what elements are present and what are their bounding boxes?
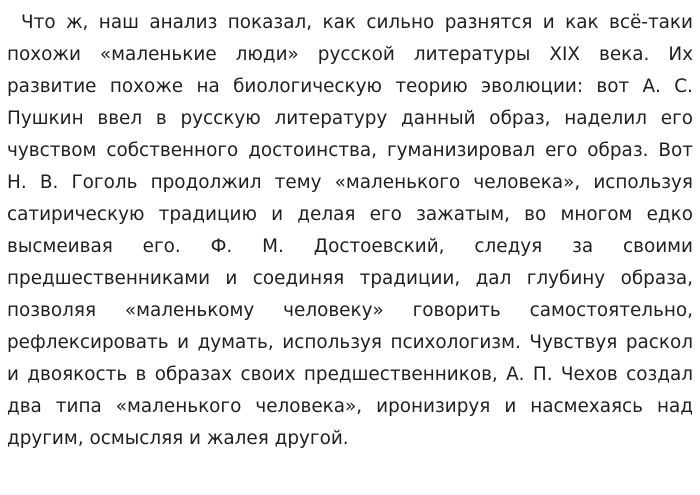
document-page — [7, 7, 693, 455]
body-paragraph: Что ж, наш анализ показал, как сильно разнятся и как всё-таки похожи «маленькие люди» русской литературы XIX века. Их развитие похоже на биологическую теорию эволюции: вот А. С. Пушкин ввел в русскую литературу данный образ, наделил его чувством собственного достоинства, гуманизировал его образ. Вот Н. В. Гоголь продолжил тему «маленького человека», используя сатирическую традицию и делая его зажатым, во многом едко высмеивая его. Ф. М. Достоевский, следуя за своими предшественниками и соединяя традиции, дал глубину образа, позволяя «маленькому человеку» говорить самостоятельно, рефлексировать и думать, используя психологизм. Чувствуя раскол и двоякость в образах своих предшественников, А. П. Чехов создал два типа «маленького человека», иронизируя и насмехаясь над другим, осмысляя и жалея другой. — [7, 12, 693, 449]
